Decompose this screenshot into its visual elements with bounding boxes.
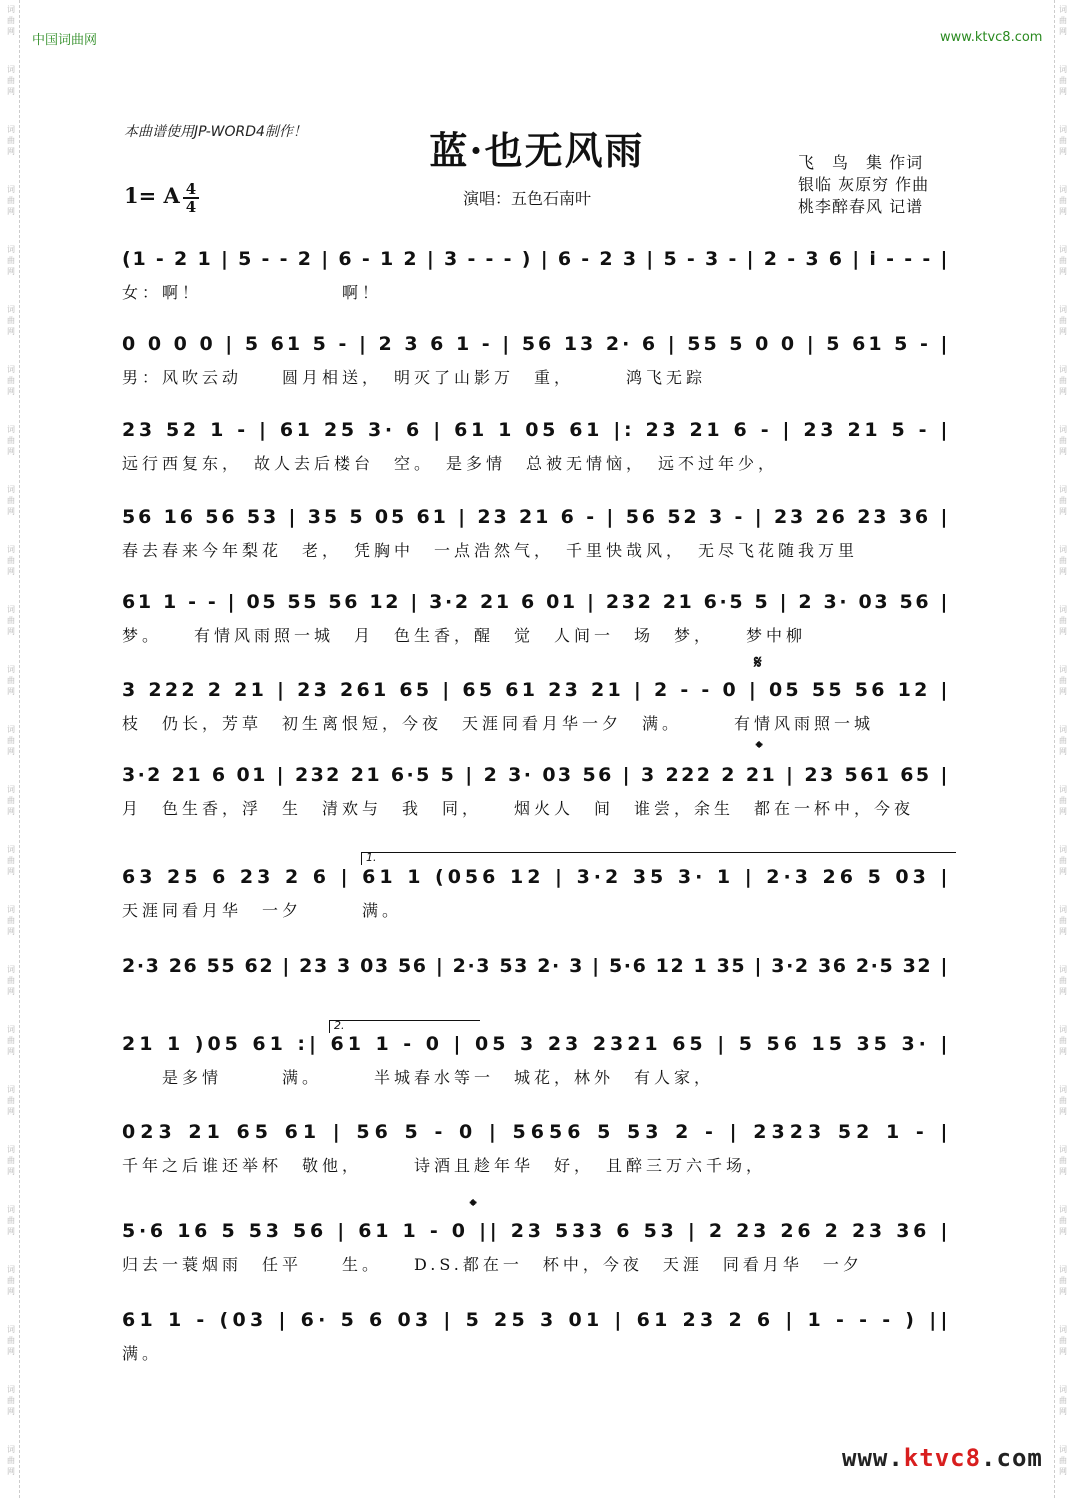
- song-title: 蓝·也无风雨: [429, 128, 645, 173]
- watermark-text: 词 曲 网: [1059, 305, 1067, 336]
- watermark-text: 词 曲 网: [7, 425, 15, 456]
- lyric-line: 月 色生香，浮 生 清欢与 我 同， 烟火人 间 谁尝，余生 都在一杯中，今夜: [122, 799, 915, 818]
- watermark-text: 词 曲 网: [7, 1145, 15, 1176]
- watermark-text: 词 曲 网: [1059, 185, 1067, 216]
- watermark-text: 词 曲 网: [1059, 65, 1067, 96]
- watermark-text: 词 曲 网: [7, 905, 15, 936]
- lyric-line: 是多情 满。 半城春水等一 城花，林外 有人家，: [122, 1068, 715, 1087]
- watermark-text: 词 曲 网: [1059, 905, 1067, 936]
- lyric-line: 女：啊！ 啊！: [122, 283, 383, 302]
- score-system: [122, 1220, 954, 1280]
- lyricist-credit: 飞 鸟 集 作词: [798, 153, 924, 172]
- watermark-text: 词 曲 网: [7, 125, 15, 156]
- watermark-text: 词 曲 网: [1059, 1145, 1067, 1176]
- watermark-text: 词 曲 网: [1059, 1445, 1067, 1476]
- watermark-text: 词 曲 网: [7, 1385, 15, 1416]
- notation-line: 23 52 1 - | 61 25 3· 6 | 61 1 05 61 |: 23 21 6 - | 23 21 5 - |: [122, 419, 952, 441]
- watermark-text: 词 曲 网: [7, 185, 15, 216]
- score-system: [122, 419, 954, 479]
- notation-line: 0 0 0 0 | 5 61 5 - | 2 3 6 1 - | 56 13 2· 6 | 55 5 0 0 | 5 61 5 - |: [122, 333, 951, 355]
- watermark-text: 词 曲 网: [7, 725, 15, 756]
- watermark-text: 词 曲 网: [1059, 845, 1067, 876]
- watermark-text: 词 曲 网: [7, 485, 15, 516]
- key-signature: 1= A: [124, 183, 180, 208]
- watermark-text: 词 曲 网: [7, 785, 15, 816]
- notation-line: (1 - 2 1 | 5 - - 2 | 6 - 1 2 | 3 - - - ) | 6 - 2 3 | 5 - 3 - | 2 - 3 6 | i - - - |: [122, 248, 950, 270]
- lyric-line: 远行西复东， 故人去后楼台 空。 是多情 总被无情恼， 远不过年少，: [122, 454, 779, 473]
- watermark-text: 词 曲 网: [1059, 1205, 1067, 1236]
- time-signature: [182, 181, 200, 215]
- notation-line: 023 21 65 61 | 56 5 - 0 | 5656 5 53 2 - | 2323 52 1 - |: [122, 1121, 953, 1143]
- footer-logo-red: ktvc8: [903, 1444, 982, 1472]
- credits: [798, 152, 929, 218]
- lyric-line: 千年之后谁还举杯 敬他， 诗酒且趁年华 好， 且醉三万六千场，: [122, 1156, 767, 1175]
- coda-mark: 𝄌: [756, 738, 763, 759]
- volta-2: [329, 1020, 480, 1033]
- watermark-text: 词 曲 网: [1059, 1385, 1067, 1416]
- meter-bottom: 4: [185, 198, 197, 216]
- watermark-text: 词 曲 网: [1059, 725, 1067, 756]
- score-system: [122, 248, 954, 308]
- notation-line: 63 25 6 23 2 6 | 61 1 (056 12 | 3·2 35 3· 1 | 2·3 26 5 03 |: [122, 866, 952, 888]
- site-url[interactable]: www.ktvc8.com: [940, 30, 1043, 45]
- watermark-text: 词 曲 网: [1059, 125, 1067, 156]
- footer-logo-blue: www.: [842, 1444, 904, 1472]
- watermark-text: 词 曲 网: [7, 845, 15, 876]
- watermark-text: 词 曲 网: [7, 545, 15, 576]
- made-with-note: 本曲谱使用JP-WORD4制作！: [124, 124, 307, 140]
- volta-2-label: 2.: [334, 1019, 345, 1032]
- notation-line: 61 1 - (03 | 6· 5 6 03 | 5 25 3 01 | 61 23 2 6 | 1 - - - ) ||: [122, 1309, 952, 1331]
- composer-credit: 银临 灰原穷 作曲: [798, 175, 930, 194]
- watermark-text: 词 曲 网: [1059, 1325, 1067, 1356]
- score-system: [122, 1121, 954, 1181]
- score-system: [122, 955, 954, 1015]
- lyric-line: [122, 987, 954, 1011]
- watermark-text: 词 曲 网: [1059, 605, 1067, 636]
- watermark-text: 词 曲 网: [1059, 485, 1067, 516]
- watermark-text: 词 曲 网: [7, 965, 15, 996]
- score-system: [122, 1309, 954, 1369]
- watermark-text: 词 曲 网: [7, 665, 15, 696]
- lyric-line: 归去一蓑烟雨 任平 生。 D.S.都在一 杯中，今夜 天涯 同看月华 一夕: [122, 1255, 863, 1274]
- footer-logo-tail: .com: [981, 1444, 1043, 1472]
- watermark-text: 词 曲 网: [7, 305, 15, 336]
- volta-1-label: 1.: [366, 851, 377, 864]
- lyric-line: 春去春来今年梨花 老， 凭胸中 一点浩然气， 千里快哉风， 无尽飞花随我万里: [122, 541, 859, 560]
- score-system: [122, 333, 954, 393]
- coda-mark: 𝄌: [470, 1196, 477, 1217]
- right-margin-watermark: [1052, 0, 1074, 1498]
- watermark-text: 词 曲 网: [1059, 965, 1067, 996]
- notation-line: 5·6 16 5 53 56 | 61 1 - 0 || 23 533 6 53 | 2 23 26 2 23 36 |: [122, 1220, 952, 1242]
- watermark-text: 词 曲 网: [7, 245, 15, 276]
- watermark-text: 词 曲 网: [1059, 1025, 1067, 1056]
- lyric-line: 男：风吹云动 圆月相送， 明灭了山影万 重， 鸿飞无踪: [122, 368, 707, 387]
- notation-line: 2·3 26 55 62 | 23 3 03 56 | 2·3 53 2· 3 | 5·6 12 1 35 | 3·2 36 2·5 32 |: [122, 955, 949, 977]
- watermark-text: 词 曲 网: [1059, 1265, 1067, 1296]
- watermark-text: 词 曲 网: [1059, 665, 1067, 696]
- lyric-line: 满。: [122, 1344, 163, 1363]
- notation-line: 61 1 - - | 05 55 56 12 | 3·2 21 6 01 | 232 21 6·5 5 | 2 3· 03 56 |: [122, 591, 951, 613]
- lyric-line: 天涯同看月华 一夕 满。: [122, 901, 403, 920]
- segno-mark: 𝄋: [754, 652, 762, 673]
- notation-line: 3·2 21 6 01 | 232 21 6·5 5 | 2 3· 03 56 | 3 222 2 21 | 23 561 65 |: [122, 764, 950, 786]
- transcriber-credit: 桃李醉春风 记谱: [798, 197, 924, 216]
- singer: 演唱：五色石南叶: [463, 189, 592, 208]
- watermark-text: 词 曲 网: [7, 1265, 15, 1296]
- watermark-text: 词 曲 网: [1059, 785, 1067, 816]
- watermark-text: 词 曲 网: [7, 1445, 15, 1476]
- score-system: [122, 1033, 954, 1093]
- score-system: [122, 679, 954, 739]
- meter-top: 4: [185, 180, 197, 198]
- watermark-text: 词 曲 网: [1059, 245, 1067, 276]
- score-system: [122, 591, 954, 651]
- notation-line: 21 1 )05 61 :| 61 1 - 0 | 05 3 23 2321 65 | 5 56 15 35 3· |: [122, 1033, 952, 1055]
- watermark-text: 词 曲 网: [7, 1085, 15, 1116]
- watermark-text: 词 曲 网: [7, 1325, 15, 1356]
- lyric-line: 枝 仍长，芳草 初生离恨短，今夜 天涯同看月华一夕 满。 有情风雨照一城: [122, 714, 875, 733]
- watermark-text: 词 曲 网: [7, 605, 15, 636]
- score-system: [122, 866, 954, 926]
- watermark-text: 词 曲 网: [1059, 545, 1067, 576]
- watermark-text: 词 曲 网: [1059, 1085, 1067, 1116]
- watermark-text: 词 曲 网: [7, 1205, 15, 1236]
- lyric-line: 梦。 有情风雨照一城 月 色生香，醒 觉 人间一 场 梦， 梦中柳: [122, 626, 807, 645]
- watermark-text: 词 曲 网: [1059, 365, 1067, 396]
- watermark-text: 词 曲 网: [1059, 5, 1067, 36]
- watermark-text: 词 曲 网: [7, 1025, 15, 1056]
- notation-line: 3 222 2 21 | 23 261 65 | 65 61 23 21 | 2 - - 0 | 05 55 56 12 |: [122, 679, 951, 701]
- watermark-text: 词 曲 网: [7, 365, 15, 396]
- watermark-text: 词 曲 网: [1059, 425, 1067, 456]
- watermark-text: 词 曲 网: [7, 65, 15, 96]
- left-margin-watermark: [0, 0, 22, 1498]
- score-system: [122, 506, 954, 566]
- watermark-text: 词 曲 网: [7, 5, 15, 36]
- site-name[interactable]: 中国词曲网: [32, 33, 98, 48]
- footer-logo: [842, 1444, 1043, 1472]
- notation-line: 56 16 56 53 | 35 5 05 61 | 23 21 6 - | 56 52 3 - | 23 26 23 36 |: [122, 506, 951, 528]
- volta-1: [361, 852, 956, 865]
- score-system: [122, 764, 954, 824]
